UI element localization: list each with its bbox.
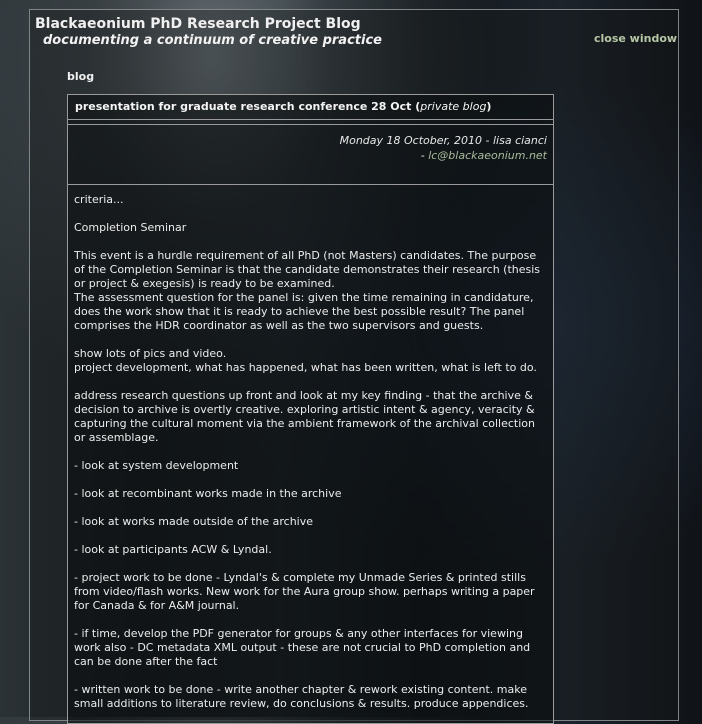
post-meta [68,124,553,185]
section-label: blog [67,70,95,83]
post-paragraph: show lots of pics and video. [74,347,227,360]
post-paragraph: address research questions up front and look at my key finding - that the archive & decision to archive is overtly creative. exploring artistic intent & agency, veracity & capturing the cultural moment via the ambient framework of the archival collection or assemblage. [74,389,535,444]
site-subtitle: documenting a continuum of creative practice [43,33,382,48]
post-date-author: Monday 18 October, 2010 - lisa cianci [339,134,547,147]
post-body [68,185,553,711]
privacy-label: private blog [420,100,487,113]
post-paragraph: - look at system development [74,459,239,472]
close-window-link[interactable]: close window [594,32,678,45]
post-paragraph: - look at recombinant works made in the archive [74,487,342,500]
post-paragraph: - if time, develop the PDF generator for groups & any other interfaces for viewing work also - DC metadata XML output - these are not crucial to PhD completion and can be done after the fact [74,627,531,668]
post-paragraph: The assessment question for the panel is: given the time remaining in candidature, does the work show that it is ready to achieve the best possible result? The panel comprises the HDR coordinator as well as the two supervisors and guests. [74,291,534,332]
email-prefix: - [420,149,429,162]
post-title-text: presentation for graduate research conference 28 Oct [75,100,412,113]
post-paragraph: - project work to be done - Lyndal's & complete my Unmade Series & printed stills from video/flash works. New work for the Aura group show. perhaps writing a paper for Canada & for A&M journal. [74,571,535,612]
post-email-line [68,148,547,163]
post-paragraph: criteria... [74,193,124,206]
post-privacy: (private blog) [415,100,492,113]
post-paragraph: This event is a hurdle requirement of all PhD (not Masters) candidates. The purpose of the Completion Seminar is that the candidate demonstrates their research (thesis or project & exegesis) is ready to be examined. [74,249,541,290]
post-paragraph: - look at participants ACW & Lyndal. [74,543,272,556]
post-paragraph: - look at works made outside of the archive [74,515,314,528]
author-email-link[interactable]: lc@blackaeonium.net [428,149,547,162]
post-paragraph: project development, what has happened, what has been written, what is left to do. [74,361,537,374]
post-paragraph: - written work to be done - write another chapter & rework existing content. make small additions to literature review, do conclusions & results. produce appendices. [74,683,529,710]
post-title [68,95,553,120]
blog-post [67,94,554,724]
post-paragraph: Completion Seminar [74,221,187,234]
site-title: Blackaeonium PhD Research Project Blog [35,16,361,32]
